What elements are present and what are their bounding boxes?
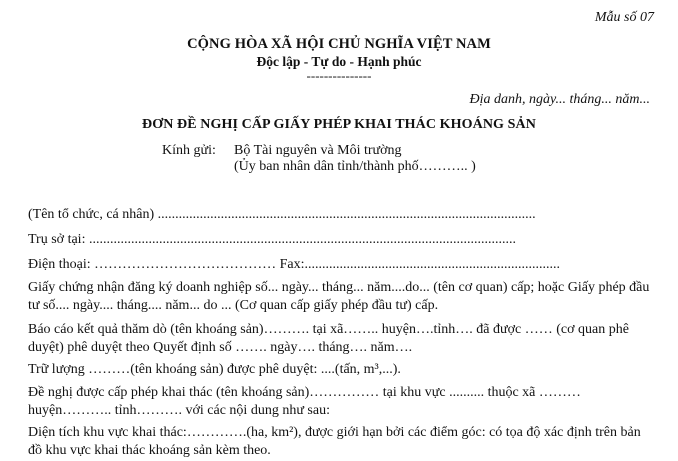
applicant-name-line: (Tên tổ chức, cá nhân) ............................................................................................................ (28, 207, 536, 222)
recipient-line-2: (Ủy ban nhân dân tỉnh/thành phố……….. ) (234, 159, 476, 174)
recipient-line-1: Bộ Tài nguyên và Môi trường (234, 143, 402, 158)
national-title: CỘNG HÒA XÃ HỘI CHỦ NGHĨA VIỆT NAM (187, 36, 491, 52)
exploration-report-paragraph: Báo cáo kết quả thăm dò (tên khoáng sản)………. tại xã…….. huyện….tỉnh…. đã được …… (cơ quan phê duyệt) phê duyệt theo Quyết định số ……. ngày…. tháng…. năm…. (28, 322, 629, 355)
document-title: ĐƠN ĐỀ NGHỊ CẤP GIẤY PHÉP KHAI THÁC KHOÁNG SẢN (142, 117, 536, 132)
business-registration-paragraph: Giấy chứng nhận đăng ký doanh nghiệp số... ngày... tháng... năm....do... (tên cơ quan) cấp; hoặc Giấy phép đầu tư số.... ngày.... tháng.... năm... do ... (Cơ quan cấp giấy phép đầu tư) cấp. (28, 280, 650, 313)
header-separator: --------------- (306, 68, 372, 83)
reserves-paragraph: Trữ lượng ………(tên khoáng sản) được phê duyệt: ....(tấn, m³,...). (28, 362, 401, 377)
mining-area-paragraph: Diện tích khu vực khai thác:………….(ha, km²), được giới hạn bởi các điểm góc: có tọa độ xác định trên bản đồ khu vực khai thác khoáng sản kèm theo. (28, 425, 641, 458)
form-number: Mẫu số 07 (594, 10, 654, 25)
phone-fax-line: Điện thoại: ………………………………… Fax:......................................................................... (28, 257, 560, 272)
recipient-label: Kính gửi: (162, 143, 216, 158)
national-motto: Độc lập - Tự do - Hạnh phúc (256, 54, 422, 69)
head-office-line: Trụ sở tại: .......................................................................................................................... (28, 232, 516, 247)
place-date: Địa danh, ngày... tháng... năm... (469, 92, 650, 107)
mining-request-paragraph: Đề nghị được cấp phép khai thác (tên khoáng sản)…………… tại khu vực .......... thuộc xã ……… huyện……….. tỉnh………. với các nội dung như sau: (28, 385, 581, 418)
